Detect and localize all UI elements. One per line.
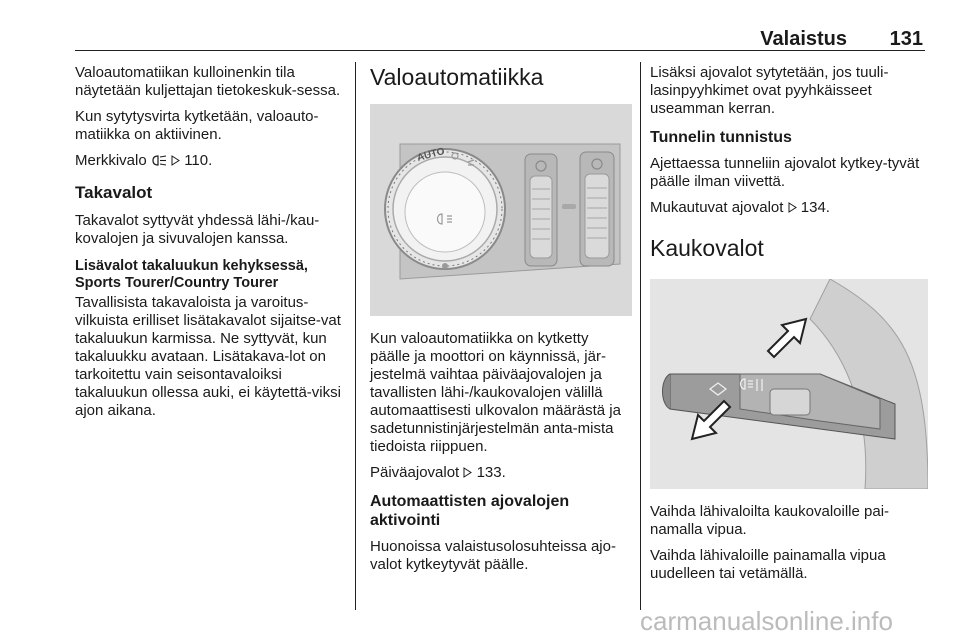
paragraph-lisavalot: Tavallisista takavaloista ja varoitus-vilkuista erilliset lisätakavalot sijaitse-vat takaluukun karmissa. Ne syttyvät, kun takaluukku avataan. Lisätakava-lot on tarkoitettu vain seisontavaloiksi takaluukun ollessa auki, ei käytettä-viksi ajon aikana. [75, 294, 341, 419]
page-reference[interactable]: 110. [184, 152, 213, 169]
column-1 [75, 64, 345, 428]
page-reference-icon[interactable] [788, 202, 797, 213]
page-reference[interactable]: 133. [476, 464, 506, 481]
page-header [75, 28, 925, 51]
heading-takavalot: Takavalot [75, 183, 153, 202]
page-reference-icon[interactable] [463, 467, 472, 478]
heading-tunnelin: Tunnelin tunnistus [650, 129, 792, 146]
stalk-figure [650, 279, 928, 489]
paragraph-takavalot: Takavalot syttyvät yhdessä lähi-/kau-kovalojen ja sivuvalojen kanssa. [75, 212, 320, 247]
paragraph-tunnel: Ajettaessa tunneliin ajovalot kytkey-tyvät päälle ilman viivettä. [650, 155, 920, 190]
daytime-label: Päiväajovalot [370, 464, 460, 481]
paragraph-daytime-lights [370, 464, 632, 482]
light-switch-illustration [370, 104, 632, 316]
paragraph-high-beam-off: Vaihda lähivaloille painamalla vipua uudelleen tai vetämällä. [650, 547, 886, 582]
paragraph-indicator [75, 152, 345, 170]
watermark: carmanualsonline.info [640, 606, 893, 636]
auto-label: AUTO [415, 145, 446, 164]
paragraph-poor-light: Huonoissa valaistusolosuhteissa ajo-valot kytkeytyvät päälle. [370, 538, 616, 573]
light-switch-figure [370, 104, 632, 316]
stalk-illustration [650, 279, 928, 489]
headlight-indicator-icon [151, 155, 167, 166]
page-number: 131 [889, 28, 923, 50]
page-reference-icon[interactable] [171, 155, 180, 166]
heading-lisavalot: Lisävalot takaluukun kehyksessä, Sports Tourer/Country Tourer [75, 258, 308, 291]
indicator-label: Merkkivalo [75, 152, 147, 169]
column-2 [370, 64, 632, 582]
column-divider-right [640, 62, 641, 610]
heading-automaattisten: Automaattisten ajovalojen aktivointi [370, 493, 570, 529]
paragraph-ignition: Kun sytytysvirta kytketään, valoauto-matiikka on aktiivinen. [75, 108, 319, 143]
paragraph-high-beam-on: Vaihda lähivaloilta kaukovaloille pai-namalla vipua. [650, 503, 890, 538]
adaptive-label: Mukautuvat ajovalot [650, 199, 784, 216]
paragraph-wipers: Lisäksi ajovalot sytytetään, jos tuuli-lasinpyyhkimet ovat pyyhkäisseet useamman kerran. [650, 64, 889, 117]
page-title: Valaistus [760, 28, 847, 50]
paragraph-status-display: Valoautomatiikan kulloinenkin tila näytetään kuljettajan tietokeskuk-sessa. [75, 64, 341, 99]
column-divider-left [355, 62, 356, 610]
heading-valoautomatiikka: Valoautomatiikka [370, 64, 544, 90]
heading-kaukovalot: Kaukovalot [650, 235, 764, 261]
paragraph-adaptive [650, 199, 928, 217]
page-reference[interactable]: 134. [800, 199, 830, 216]
paragraph-auto-mode: Kun valoautomatiikka on kytketty päälle ja moottori on käynnissä, jär-jestelmä vaihtaa päiväajovalojen ja tavallisten lähi-/kaukovalojen välillä automaattisesti ulkovalon määrästä ja sadetunnistinjärjestelmän anta-mista tiedoista riippuen. [370, 330, 621, 455]
column-3 [650, 64, 928, 591]
